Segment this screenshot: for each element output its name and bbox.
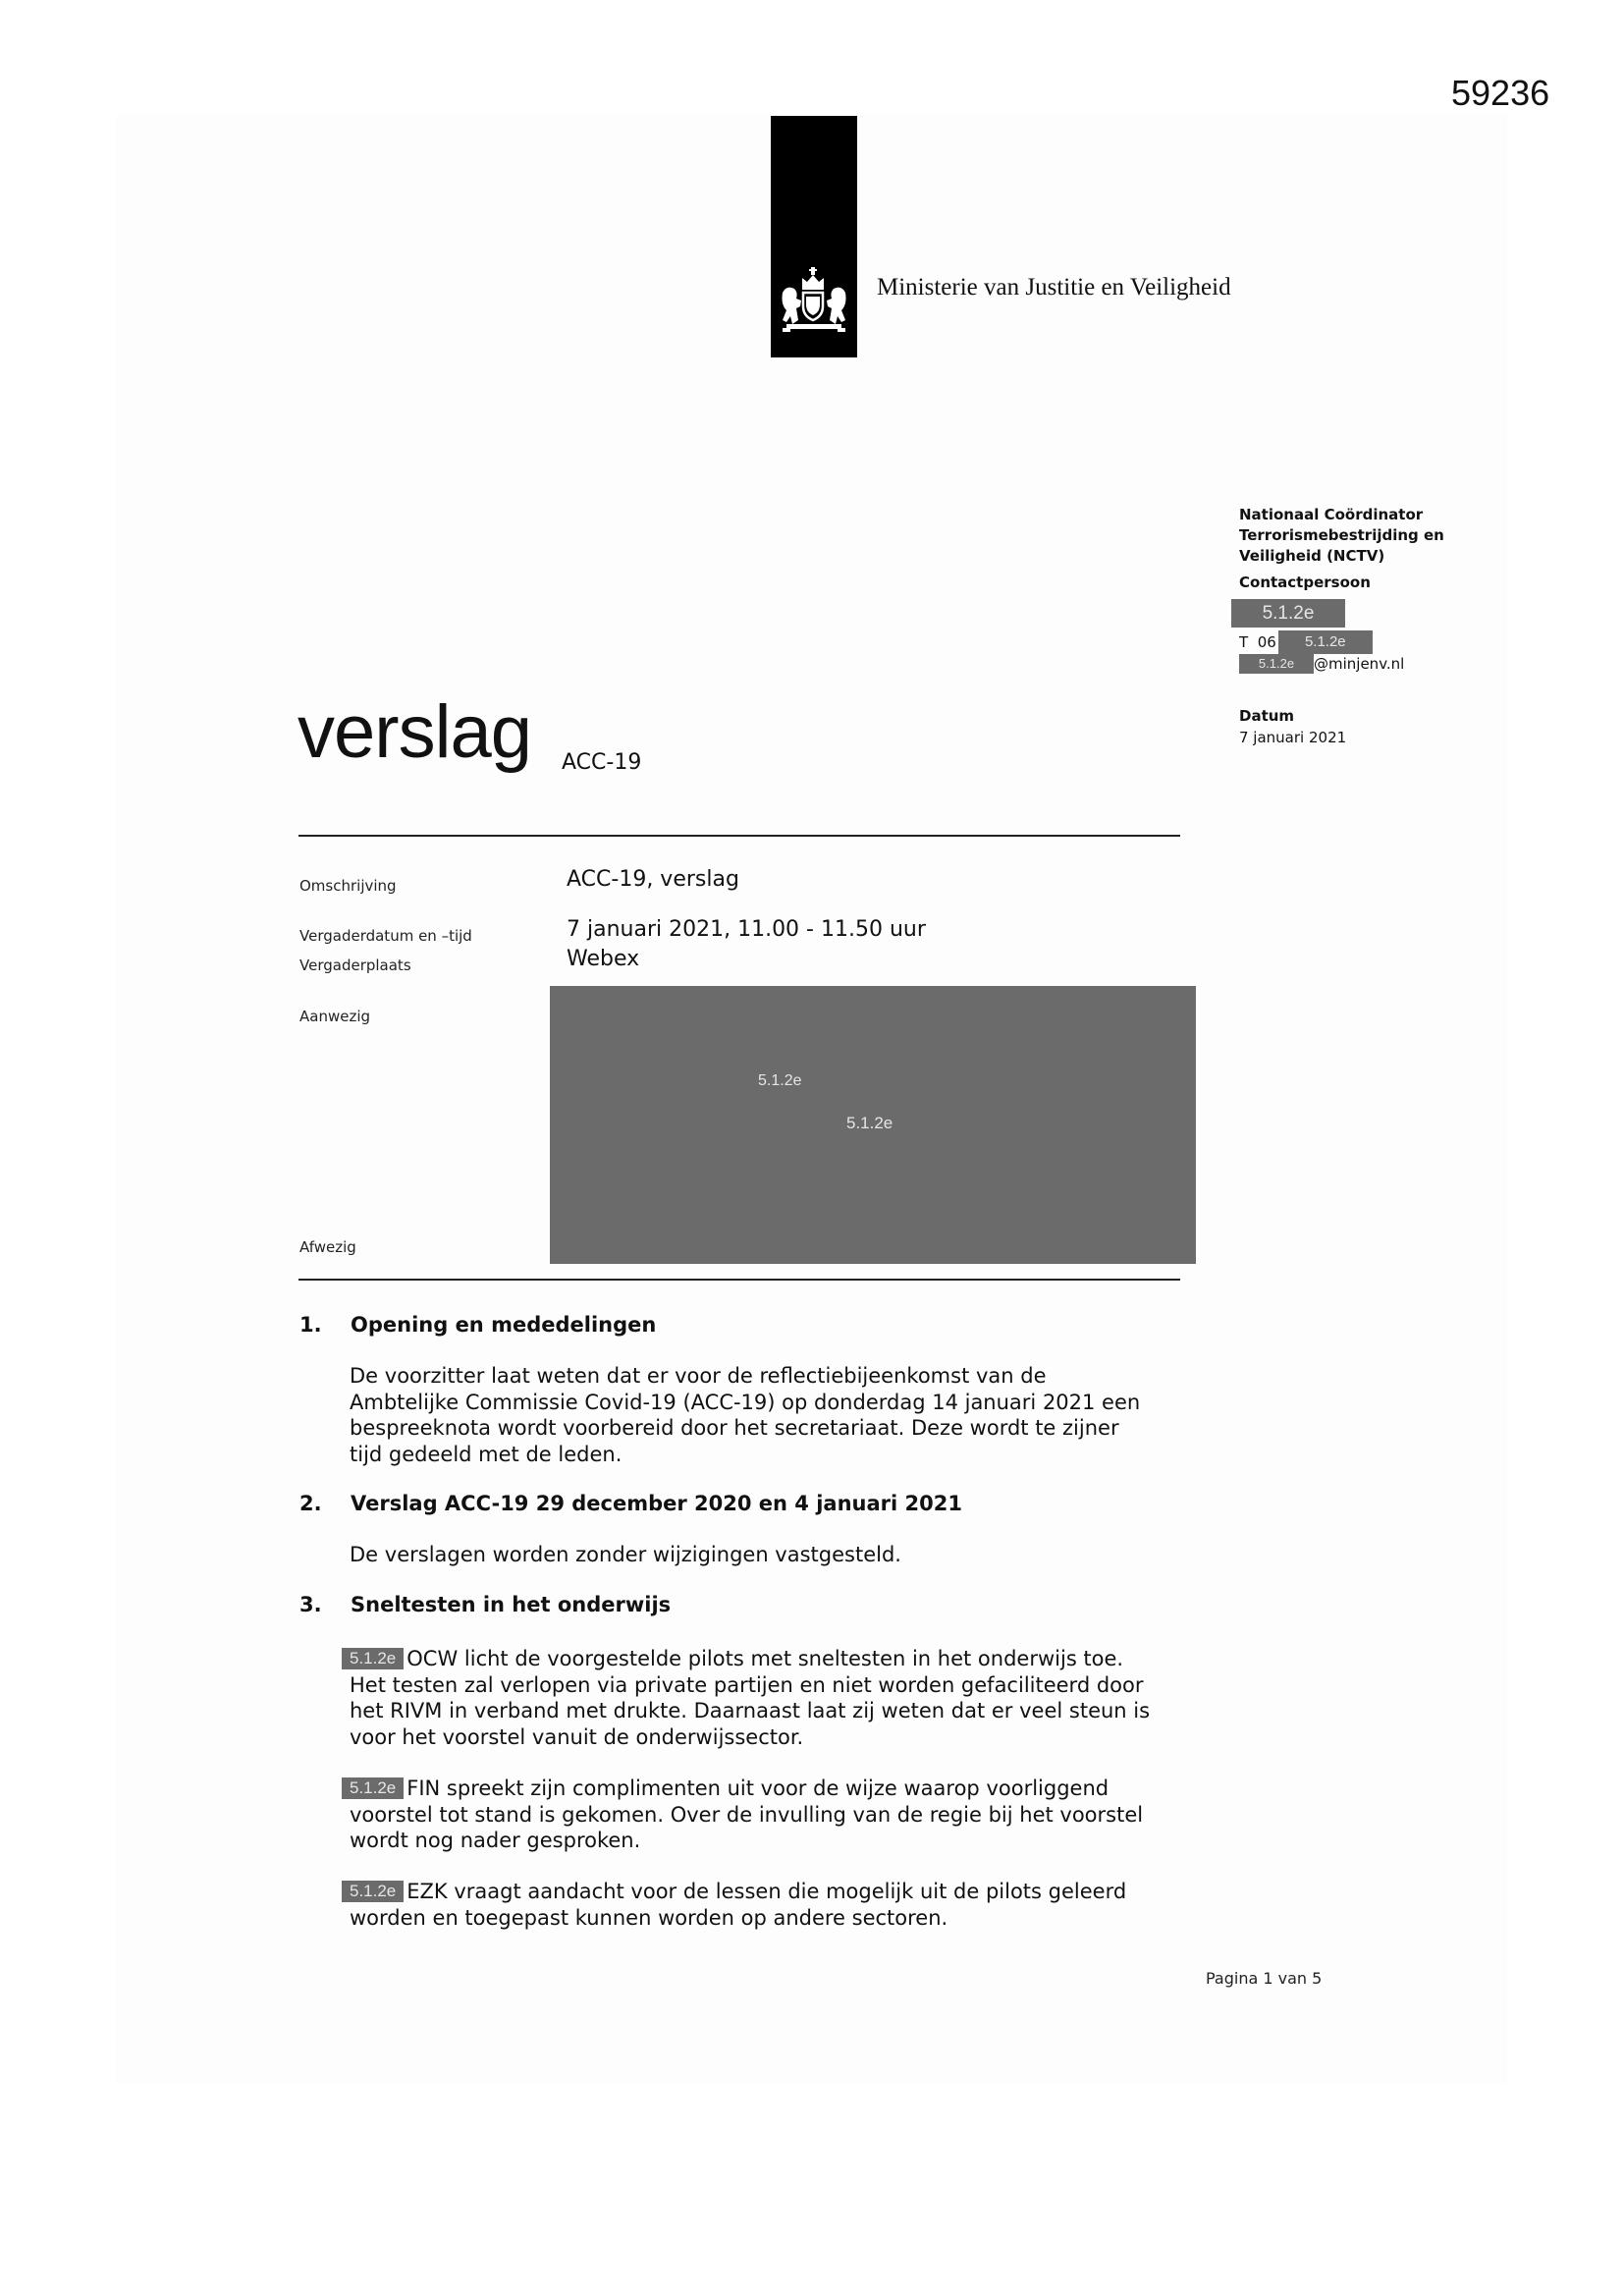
agenda-item-heading: [299, 1312, 1203, 1338]
paragraph: [350, 1542, 1194, 1568]
agenda-item-2: [299, 1491, 1203, 1516]
org-line: Nationaal Coördinator: [1239, 506, 1424, 523]
contact-label: Contactpersoon: [1239, 574, 1371, 591]
text-line: voorstel tot stand is gekomen. Over de invulling van de regie bij het voorstel: [350, 1802, 1144, 1827]
text-line: De verslagen worden zonder wijzigingen vastgesteld.: [350, 1543, 901, 1566]
text-line: [350, 1646, 1194, 1672]
redacted-phone: 5.1.2e: [1278, 630, 1373, 654]
org-line: Terrorismebestrijding en: [1239, 526, 1444, 544]
date-label: Datum: [1239, 707, 1295, 725]
description-label: Omschrijving: [299, 877, 397, 895]
absent-label: Afwezig: [299, 1238, 356, 1256]
agenda-item-1: [299, 1312, 1203, 1338]
redacted-contact-name: 5.1.2e: [1231, 599, 1345, 628]
redacted-name: 5.1.2e: [342, 1648, 404, 1669]
text-line: De voorzitter laat weten dat er voor de reflectiebijeenkomst van de: [350, 1364, 1047, 1388]
text-line: bespreeknota wordt voorbereid door het secretariaat. Deze wordt te zijner: [350, 1416, 1119, 1440]
text-line: wordt nog nader gesproken.: [350, 1829, 641, 1852]
redacted-attendees-block: [550, 986, 1196, 1264]
divider-top: [298, 835, 1180, 837]
agenda-item-title: Opening en mededelingen: [351, 1313, 657, 1337]
email-domain: @minjenv.nl: [1314, 655, 1405, 673]
location-value: Webex: [567, 947, 640, 971]
redacted-email-user: 5.1.2e: [1239, 654, 1314, 674]
org-name: [1239, 505, 1475, 567]
datetime-value: 7 januari 2021, 11.00 - 11.50 uur: [567, 917, 926, 942]
text-line: het RIVM in verband met drukte. Daarnaast laat zij weten dat er veel steun is: [350, 1699, 1151, 1722]
document-number: 59236: [1451, 73, 1550, 113]
description-value: ACC-19, verslag: [567, 867, 739, 892]
redaction-code: 5.1.2e: [758, 1072, 802, 1089]
redaction-code: 5.1.2e: [846, 1114, 893, 1132]
dutch-coat-of-arms-icon: [777, 265, 851, 336]
agenda-item-3: [299, 1592, 1203, 1617]
text-line: Ambtelijke Commissie Covid-19 (ACC-19) op donderdag 14 januari 2021 een: [350, 1390, 1141, 1414]
document-subtitle: ACC-19: [562, 750, 642, 775]
ministry-logo-bar: [771, 116, 857, 357]
agenda-item-heading: [299, 1491, 1203, 1516]
phone-prefix: T 06: [1239, 633, 1276, 651]
text-span: FIN spreekt zijn complimenten uit voor de wijze waarop voorliggend: [406, 1777, 1110, 1800]
sender-sidebar: [1239, 505, 1504, 746]
text-span: EZK vraagt aandacht voor de lessen die mogelijk uit de pilots geleerd: [406, 1880, 1127, 1903]
document-title: verslag: [298, 690, 531, 774]
agenda-item-number: 2.: [299, 1492, 322, 1515]
paragraph: [350, 1646, 1194, 1750]
date-value: 7 januari 2021: [1239, 729, 1347, 746]
agenda-item-number: 1.: [299, 1313, 322, 1337]
agenda-item-heading: [299, 1592, 1203, 1617]
location-label: Vergaderplaats: [299, 957, 411, 974]
text-line: tijd gedeeld met de leden.: [350, 1442, 623, 1466]
text-line: voor het voorstel vanuit de onderwijssector.: [350, 1724, 804, 1749]
ministry-name: Ministerie van Justitie en Veiligheid: [877, 274, 1231, 301]
redacted-name: 5.1.2e: [342, 1881, 404, 1902]
divider-bottom: [298, 1279, 1180, 1281]
paragraph: [350, 1363, 1194, 1467]
page-number: Pagina 1 van 5: [1206, 1969, 1323, 1988]
paragraph: [350, 1879, 1194, 1931]
contact-email: [1239, 654, 1404, 674]
redacted-name: 5.1.2e: [342, 1777, 404, 1799]
org-line: Veiligheid (NCTV): [1239, 547, 1385, 565]
agenda-item-title: Verslag ACC-19 29 december 2020 en 4 januari 2021: [351, 1492, 962, 1515]
paragraph: [350, 1776, 1194, 1854]
text-line: worden en toegepast kunnen worden op andere sectoren.: [350, 1905, 948, 1930]
agenda-item-number: 3.: [299, 1593, 322, 1616]
agenda-item-title: Sneltesten in het onderwijs: [351, 1593, 672, 1616]
datetime-label: Vergaderdatum en –tijd: [299, 927, 472, 945]
text-line: Het testen zal verlopen via private partijen en niet worden gefaciliteerd door: [350, 1672, 1144, 1697]
present-label: Aanwezig: [299, 1008, 371, 1025]
text-span: OCW licht de voorgestelde pilots met sneltesten in het onderwijs toe.: [406, 1647, 1124, 1670]
contact-phone: [1239, 630, 1373, 654]
text-line: [350, 1879, 1194, 1905]
text-line: [350, 1776, 1194, 1802]
